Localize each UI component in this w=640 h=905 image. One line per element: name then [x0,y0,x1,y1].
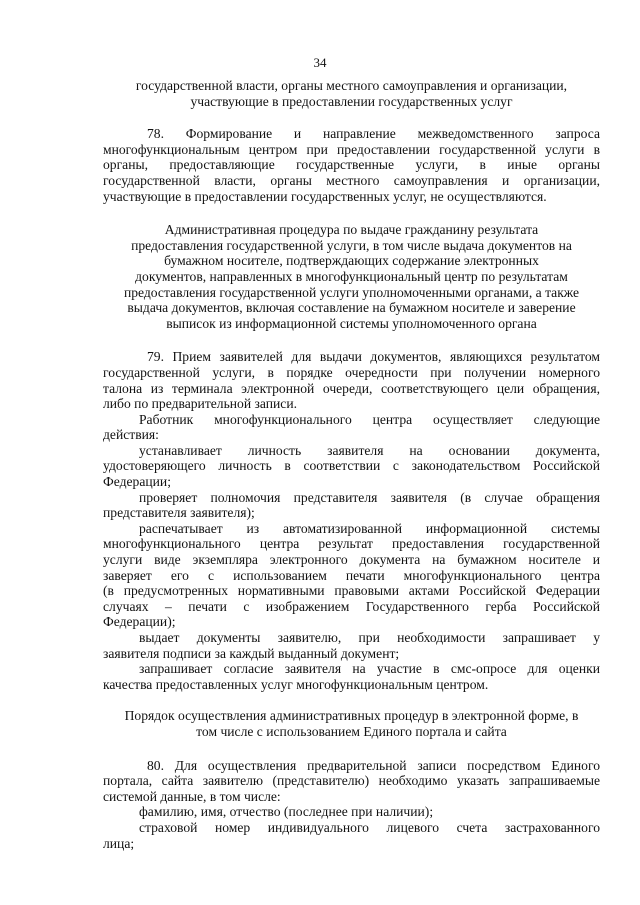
text-line: качества предоставленных услуг многофункциональным центром. [103,676,489,692]
text-line: случаях – печати с изображением Государственного герба Российской [103,598,600,614]
heading-line: бумажном носителе, подтверждающих содержание электронных [164,253,539,269]
heading-line: выдача документов, включая составление на бумажном носителе и заверение [127,300,576,316]
text-line: (в предусмотренных нормативными правовыми актами Российской Федерации [103,583,600,599]
paragraph-79 [103,349,600,411]
action-item-print [103,521,600,630]
heading-line: документов, направленных в многофункциональный центр по результатам [135,268,568,284]
page-number: 34 [313,55,327,70]
text-line: лица; [103,835,135,851]
text-line: государственной услуги, в порядке очередности при получении номерного [103,364,600,380]
data-item-fullname [103,804,600,820]
heading-line: предоставления государственной услуги уполномоченными органами, а также [123,284,580,300]
action-item-issue [103,630,600,661]
heading-line: Административная процедура по выдаче гражданину результата [164,222,539,238]
text-line: выдает документы заявителю, при необходимости запрашивает у [139,630,600,645]
text-line: услуги виде экземпляра электронного документа на бумажном носителе и [103,552,600,568]
text-line: участвующие в предоставлении государственных услуг, не осуществляются. [103,188,547,204]
text-line: устанавливает личность заявителя на основании документа, [139,442,600,458]
text-line: запрашивает согласие заявителя на участие в смс-опросе для оценки [139,661,600,677]
text-line: страховой номер индивидуального лицевого счета застрахованного [139,819,600,835]
text-line: либо по предварительной записи. [103,396,298,412]
text-line: Работник многофункционального центра осуществляет следующие [139,411,600,427]
text-line: 79. Прием заявителей для выдачи документов, являющихся результатом [147,349,600,365]
text-line: государственной власти, органы местного самоуправления и организации, [103,172,600,188]
text-line: фамилию, имя, отчество (последнее при наличии); [139,804,434,820]
text-line: распечатывает из автоматизированной информационной системы [139,520,600,536]
text-line: Федерации; [103,474,171,490]
heading-line: предоставления государственной услуги, в том числе выдача документов на [131,237,572,253]
text-line: государственной власти, органы местного самоуправления и организации, [135,78,568,93]
action-item-identity [103,443,600,490]
text-line: действия: [103,427,159,443]
text-line: органы, предоставляющие государственные услуги, в иные органы [103,157,600,173]
text-line: участвующие в предоставлении государственных услуг [190,93,513,109]
data-item-snils [103,820,600,851]
text-line: 78. Формирование и направление межведомственного запроса [147,126,600,142]
text-line: 80. Для осуществления предварительной записи посредством Единого [147,757,600,773]
paragraph-80 [103,758,600,805]
text-line: многофункционального центра результат предоставления государственной [103,536,600,552]
heading-line: том числе с использованием Единого портала и сайта [196,723,507,739]
heading-line: Порядок осуществления административных процедур в электронной форме, в [124,708,579,724]
text-line: талона из терминала электронной очереди, соответствующего цели обращения, [103,380,600,396]
worker-paragraph [103,412,600,443]
text-line: многофункциональным центром при предоставлении государственной услуги в [103,141,600,157]
text-line: Федерации); [103,614,176,630]
section-heading-electronic [103,708,600,739]
document-body [103,78,600,851]
text-line: портала, сайта заявителю (представителю) необходимо указать запрашиваемые [103,773,600,789]
text-line: представителя заявителя); [103,505,255,521]
action-item-authority [103,490,600,521]
action-item-survey [103,661,600,692]
paragraph-78 [103,126,600,204]
text-line: проверяет полномочия представителя заявителя (в случае обращения [139,489,600,505]
text-line: заверяет его с использованием печати многофункционального центра [103,567,600,583]
heading-line: выписок из информационной системы уполномоченного органа [166,315,537,331]
intro-paragraph [103,78,600,109]
section-heading-issuance [103,222,600,331]
text-line: удостоверяющего личность в соответствии с законодательством Российской [103,458,600,474]
text-line: системой данные, в том числе: [103,788,281,804]
text-line: заявителя подписи за каждый выданный документ; [103,645,400,661]
